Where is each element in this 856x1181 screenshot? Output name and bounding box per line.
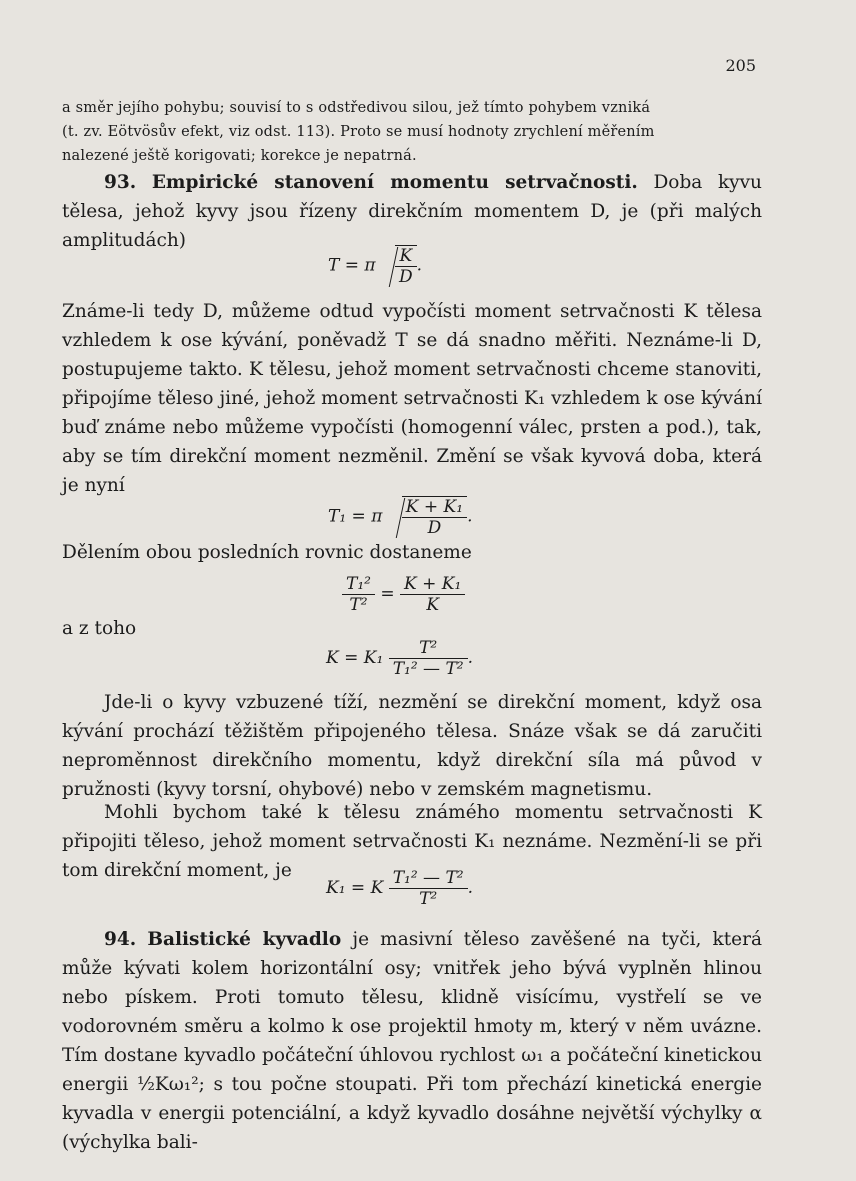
- paragraph-text: Známe-li tedy D, můžeme odtud vypočísti moment setrvačnosti K tělesa vzhledem k ose kývání, poněvadž T se dá snadno měřiti. Neznáme-li D, postupujeme takto. K tělesu, jehož moment setrvačnosti chceme stanoviti, připojíme těleso jiné, jehož moment setrvačnosti K₁ vzhledem k ose kývání buď známe nebo můžeme vypočísti (homogenní válec, prsten a pod.), tak, aby se tím direkční moment nezměnil. Změní se však kyvová doba, která je nyní: [62, 301, 762, 496]
- numerator: T²: [389, 638, 468, 659]
- intro-line: a směr jejího pohybu; souvisí to s odstředivou silou, jež tímto pohybem vzniká: [62, 100, 651, 116]
- fraction: [395, 245, 417, 287]
- equation-end: .: [467, 648, 474, 668]
- section-93-intro: [62, 168, 762, 255]
- fraction: [389, 868, 468, 909]
- numerator: K: [395, 245, 417, 267]
- paragraph-text: a z toho: [62, 618, 137, 639]
- equation-5: [326, 868, 473, 909]
- section-93-number: 93.: [104, 172, 137, 193]
- equation-end: .: [467, 878, 474, 898]
- equation-2: [328, 496, 472, 538]
- paragraph-text: Mohli bychom také k tělesu známého momentu setrvačnosti K připojiti těleso, jehož moment setrvačnosti K₁ neznáme. Nezmění-li se při tom direkční moment, je: [62, 802, 762, 881]
- numerator: K + K₁: [402, 496, 467, 518]
- intro-line: nalezené ještě korigovati; korekce je nepatrná.: [62, 148, 417, 164]
- section-93-paragraph-5: [62, 688, 762, 804]
- fraction: [342, 574, 375, 615]
- denominator: K: [426, 595, 440, 615]
- section-94-number: 94.: [104, 929, 137, 950]
- denominator: D: [427, 518, 442, 538]
- intro-paragraph: [62, 96, 762, 168]
- paragraph-text: Dělením obou posledních rovnic dostaneme: [62, 542, 472, 563]
- sqrt-sign: [388, 496, 467, 538]
- section-94-heading: Balistické kyvadlo: [147, 929, 342, 950]
- numerator: T₁² — T²: [389, 868, 468, 889]
- fraction: [402, 496, 467, 538]
- equation-2-lhs: T₁ = π: [328, 506, 383, 527]
- denominator: T²: [349, 595, 368, 615]
- equals-sign: =: [380, 584, 395, 604]
- denominator: T₁² — T²: [392, 659, 464, 679]
- denominator: T²: [419, 889, 438, 909]
- section-93-heading: Empirické stanovení momentu setrvačnosti.: [151, 172, 638, 193]
- equation-3: [342, 574, 465, 615]
- page-number: 205: [725, 56, 756, 75]
- equation-4: [326, 638, 473, 679]
- intro-line: (t. zv. Eötvösův efekt, viz odst. 113). Proto se musí hodnoty zrychlení měřením: [62, 124, 655, 140]
- section-93-text: Doba kyvu tělesa, jehož kyvy jsou řízeny direkčním momentem D, je (při malých amplitudách): [62, 172, 762, 251]
- equation-end: .: [467, 506, 473, 527]
- fraction: [389, 638, 468, 679]
- section-93-paragraph-3: [62, 538, 762, 567]
- equation-end: .: [416, 255, 423, 276]
- equation-1: [328, 245, 422, 287]
- equation-4-lhs: K = K₁: [326, 648, 384, 668]
- denominator: D: [398, 267, 413, 287]
- fraction: [400, 574, 465, 615]
- sqrt-sign: [381, 245, 417, 287]
- numerator: T₁²: [342, 574, 375, 595]
- section-94: [62, 925, 762, 1157]
- numerator: K + K₁: [400, 574, 465, 595]
- section-94-text: je masivní těleso zavěšené na tyči, která může kývati kolem horizontální osy; vnitřek jeho bývá vyplněn hlinou nebo pískem. Proti tomuto tělesu, klidně visícímu, vystřelí se ve vodorovném směru a kolmo k ose projektil hmoty m, který v něm uvázne. Tím dostane kyvadlo počáteční úhlovou rychlost ω₁ a počáteční kinetickou energii ½Kω₁²; s tou počne stoupati. Při tom přechází kinetická energie kyvadla v energii potenciální, a když kyvadlo dosáhne největší výchylky α (výchylka bali-: [62, 929, 762, 1153]
- paragraph-text: Jde-li o kyvy vzbuzené tíží, nezmění se direkční moment, když osa kývání prochází těžištěm připojeného tělesa. Snáze však se dá zaručiti neproměnnost direkčního momentu, když direkční síla má původ v pružnosti (kyvy torsní, ohybové) nebo v zemském magnetismu.: [62, 692, 762, 800]
- equation-5-lhs: K₁ = K: [326, 878, 384, 898]
- section-93-paragraph-2: [62, 297, 762, 500]
- equation-1-lhs: T = π: [328, 255, 376, 276]
